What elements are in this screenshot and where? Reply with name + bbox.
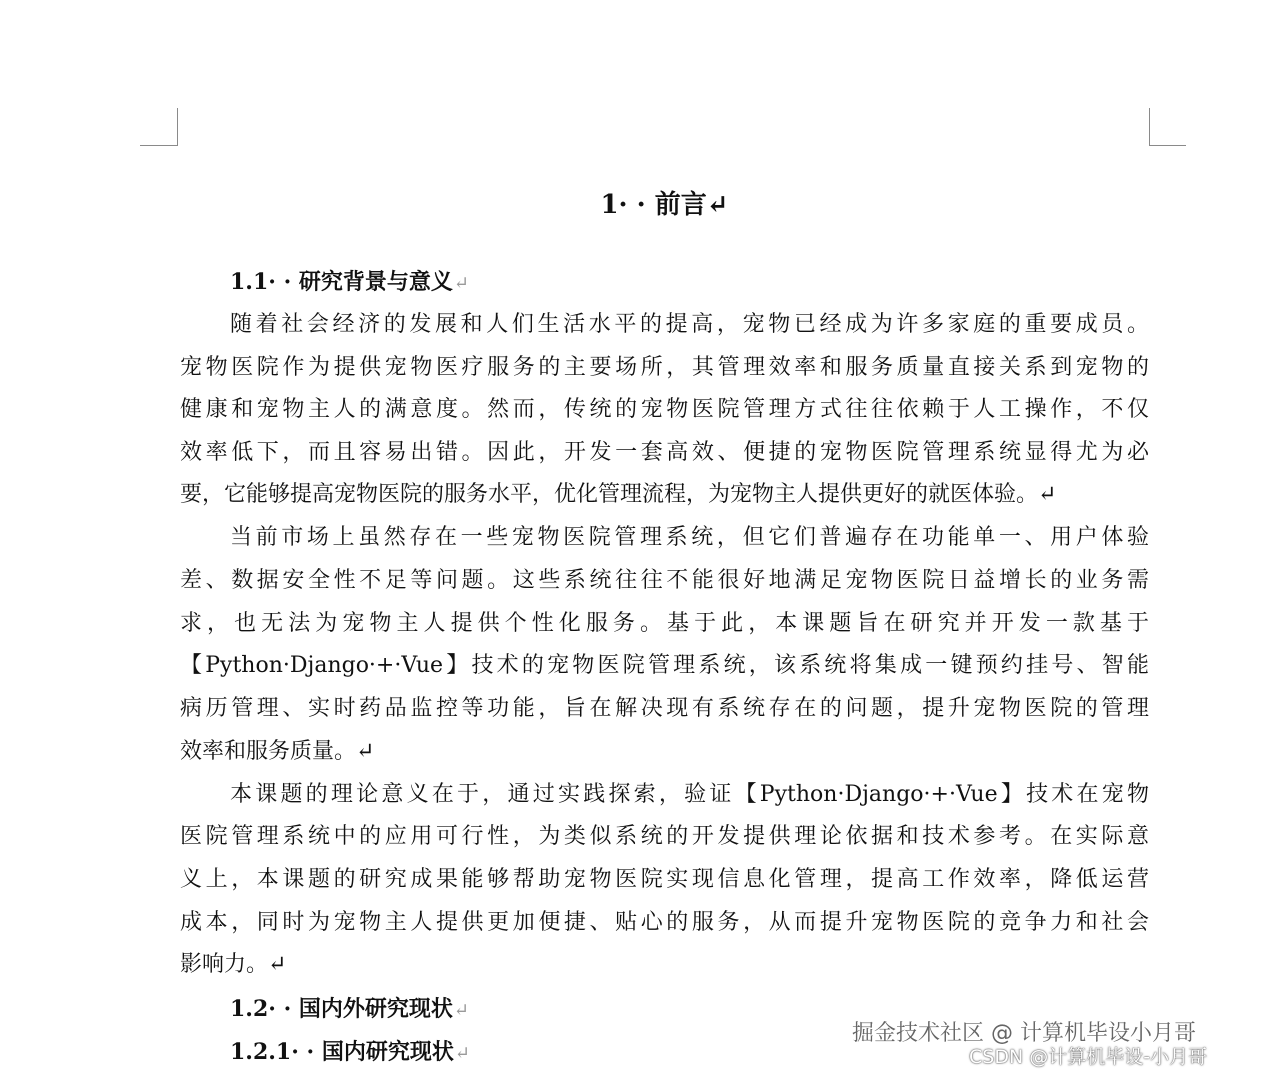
paragraph-2-line-6: 效率和服务质量。↵ [180,739,375,764]
paragraph-3-line-4: 成本，同时为宠物主人提供更加便捷、贴心的服务，从而提升宠物医院的竞争力和社会 [180,910,1149,935]
paragraph-3-line-3: 义上，本课题的研究成果能够帮助宠物医院实现信息化管理，提高工作效率，降低运营 [180,867,1149,892]
corner-mark-top-right-vertical [1149,108,1150,146]
corner-mark-top-left-vertical [177,108,178,146]
csdn-watermark: CSDN @计算机毕设-小月哥 [969,1046,1208,1068]
paragraph-3-line-5: 影响力。↵ [180,952,287,977]
corner-mark-top-right-horizontal [1149,145,1186,146]
paragraph-1-line-3: 健康和宠物主人的满意度。然而，传统的宠物医院管理方式往往依赖于人工操作，不仅 [180,397,1149,422]
paragraph-return-mark: ↵ [454,1043,470,1064]
paragraph-return-mark: ↵ [453,273,470,294]
paragraph-return-mark: ↵ [453,1000,470,1021]
paragraph-1-line-1: 随着社会经济的发展和人们生活水平的提高，宠物已经成为许多家庭的重要成员。 [230,312,1149,337]
paragraph-2-line-2: 差、数据安全性不足等问题。这些系统往往不能很好地满足宠物医院日益增长的业务需 [180,568,1149,593]
paragraph-1-line-4: 效率低下，而且容易出错。因此，开发一套高效、便捷的宠物医院管理系统显得尤为必 [180,440,1149,465]
paragraph-2-line-5: 病历管理、实时药品监控等功能，旨在解决现有系统存在的问题，提升宠物医院的管理 [180,696,1149,721]
paragraph-2-line-1: 当前市场上虽然存在一些宠物医院管理系统，但它们普遍存在功能单一、用户体验 [230,525,1149,550]
paragraph-2-line-4: 【Python·Django·+·Vue】技术的宠物医院管理系统，该系统将集成一键预约挂号、智能 [180,653,1149,678]
section-heading-text: 1.2· · 国内外研究现状 [230,996,453,1022]
corner-mark-top-left-horizontal [140,145,178,146]
section-heading-1-1 [230,267,469,299]
chapter-title: 1· · 前言↵ [600,190,729,220]
paragraph-1-line-2: 宠物医院作为提供宠物医疗服务的主要场所，其管理效率和服务质量直接关系到宠物的 [180,355,1149,380]
section-heading-1-2 [230,994,469,1026]
paragraph-3-line-1: 本课题的理论意义在于，通过实践探索，验证【Python·Django·+·Vue】技术在宠物 [230,782,1149,807]
paragraph-1-line-5: 要，它能够提高宠物医院的服务水平，优化管理流程，为宠物主人提供更好的就医体验。↵ [180,482,1057,507]
section-heading-text: 1.1· · 研究背景与意义 [230,269,453,295]
section-heading-1-2-1 [230,1037,470,1069]
paragraph-2-line-3: 求，也无法为宠物主人提供个性化服务。基于此，本课题旨在研究并开发一款基于 [180,611,1149,636]
paragraph-3-line-2: 医院管理系统中的应用可行性，为类似系统的开发提供理论依据和技术参考。在实际意 [180,824,1149,849]
community-watermark: 掘金技术社区 @ 计算机毕设小月哥 [852,1021,1196,1046]
section-heading-text: 1.2.1· · 国内研究现状 [230,1039,454,1065]
